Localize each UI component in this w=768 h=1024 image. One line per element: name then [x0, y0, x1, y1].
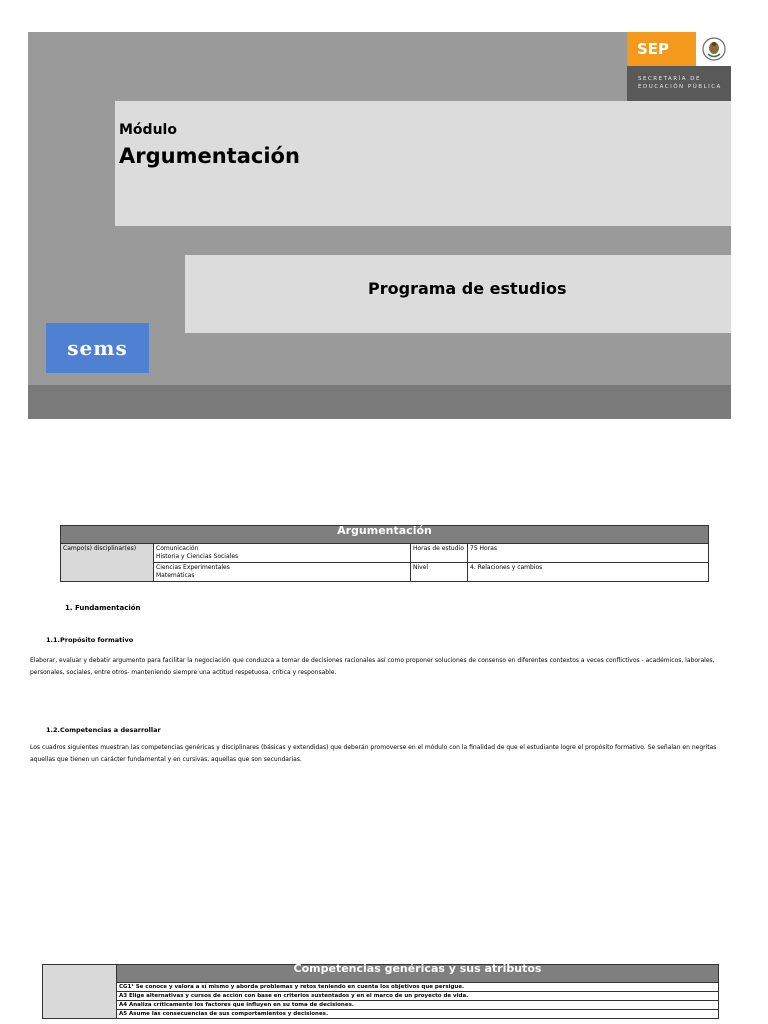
- atributo-row: A3 Elige alternativas y cursos de acción con base en criterios sustentados y en el marco de un proyecto de vida.: [117, 992, 719, 1001]
- competencias-text: Los cuadros siguientes muestran las competencias genéricas y disciplinares (básicas y extendidas) que deberán promoverse en el módulo con la finalidad de que el estudiante logre el propósito formativo. Se señalan en negritas aquellas que tienen un carácter fundamental y en cursivas, aquellas que son secundarias.: [30, 744, 717, 763]
- atributo-row: A4 Analiza críticamente los factores que influyen en su toma de decisiones.: [117, 1001, 719, 1010]
- horas-value: 75 Horas: [468, 544, 709, 563]
- sep-subtitle: SECRETARÍA DE EDUCACIÓN PÚBLICA: [638, 76, 722, 90]
- sems-logo: sems: [46, 323, 149, 373]
- competencias-table-title: Competencias genéricas y sus atributos: [117, 965, 719, 983]
- cover-footer-band: [28, 385, 731, 419]
- competencias-table: [42, 964, 719, 1019]
- campos-cell: Comunicación Historia y Ciencias Sociales: [154, 544, 411, 563]
- atributo-row: A5 Asume las consecuencias de sus comportamientos y decisiones.: [117, 1010, 719, 1019]
- sep-logo: SEP: [627, 32, 696, 66]
- nivel-label: Nivel: [411, 563, 468, 582]
- program-label: Programa de estudios: [368, 279, 567, 298]
- module-label: Módulo: [119, 122, 177, 138]
- proposito-text: Elaborar, evaluar y debatir argumento para facilitar la negociación que conduzca a tomar de decisiones racionales así como proponer soluciones de consenso en diferentes contextos a veces conflictivos - académicos, laborales, personales, sociales, entre otros- manteniendo siempre una actitud respetuosa, crítica y responsable.: [30, 657, 715, 676]
- module-info-table: [60, 525, 709, 582]
- campo-label: Campo(s) disciplinar(es): [61, 544, 154, 582]
- section-competencias-heading: 1.2.Competencias a desarrollar: [46, 726, 161, 734]
- info-table-title: Argumentación: [61, 526, 709, 544]
- competencias-left-cell: [43, 965, 117, 1019]
- section-proposito-heading: 1.1.Propósito formativo: [46, 636, 134, 644]
- coat-of-arms-icon: [696, 32, 731, 66]
- horas-label: Horas de estudio: [411, 544, 468, 563]
- competencia-row: CG1¹ Se conoce y valora a sí mismo y aborda problemas y retos teniendo en cuenta los objetivos que persigue.: [117, 983, 719, 992]
- nivel-value: 4. Relaciones y cambios: [468, 563, 709, 582]
- section-fundamentacion: 1. Fundamentación: [65, 604, 141, 612]
- campos-cell-2: Ciencias Experimentales Matemáticas: [154, 563, 411, 582]
- module-title: Argumentación: [119, 144, 300, 168]
